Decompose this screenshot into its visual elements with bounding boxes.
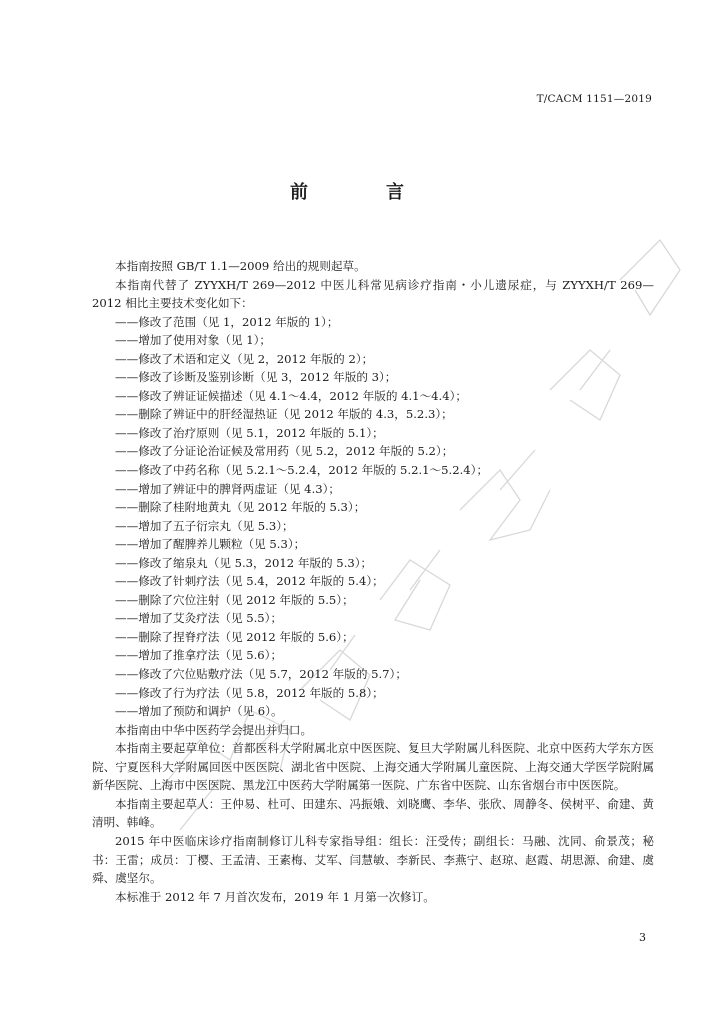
list-item: ——修改了行为疗法（见 5.8，2012 年版的 5.8）；: [115, 685, 384, 700]
list-item: ——删除了桂附地黄丸（见 2012 年版的 5.3）；: [115, 500, 366, 515]
list-item: ——修改了诊断及鉴别诊断（见 3，2012 年版的 3）；: [115, 370, 397, 385]
paragraph-revision-history: 本标准于 2012 年 7 月首次发布，2019 年 1 月第一次修订。: [115, 889, 435, 904]
list-item: ——增加了预防和调护（见 6）。: [115, 704, 283, 719]
paragraph-drafters: 本指南主要起草人：王仲易、杜可、田建东、冯振娥、刘晓鹰、李华、张欣、周静冬、侯树平、俞建、黄清明、韩峰。: [92, 796, 654, 830]
list-item: ——修改了中药名称（见 5.2.1～5.2.4，2012 年版的 5.2.1～5.2.4）；: [115, 463, 489, 478]
paragraph-drafting-units: 本指南主要起草单位：首都医科大学附属北京中医医院、复旦大学附属儿科医院、北京中医药大学东方医院、宁夏医科大学附属回医中医医院、湖北省中医院、上海交通大学附属儿童医院、上海交通大学医学院附属新华医院、上海市中医医院、黑龙江中医药大学附属第一医院、广东省中医院、山东省烟台市中医医院。: [92, 741, 654, 793]
list-item: ——修改了范围（见 1，2012 年版的 1）；: [115, 314, 339, 329]
list-item: ——修改了分证论治证候及常用药（见 5.2，2012 年版的 5.2）；: [115, 444, 454, 459]
list-item: ——删除了穴位注射（见 2012 年版的 5.5）；: [115, 592, 354, 607]
paragraph-drafting-rules: 本指南按照 GB/T 1.1—2009 给出的规则起草。: [115, 259, 366, 273]
list-item: ——增加了辨证中的脾肾两虚证（见 4.3）；: [115, 481, 341, 496]
list-item: ——删除了辨证中的肝经湿热证（见 2012 年版的 4.3，5.2.3）；: [115, 407, 453, 422]
list-item: ——增加了五子衍宗丸（见 5.3）；: [115, 518, 294, 533]
list-item: ——删除了捏脊疗法（见 2012 年版的 5.6）；: [115, 629, 354, 644]
document-body: [92, 257, 654, 906]
list-item: ——修改了辨证证候描述（见 4.1～4.4，2012 年版的 4.1～4.4）；: [115, 388, 467, 403]
paragraph-expert-group: 2015 年中医临床诊疗指南制修订儿科专家指导组：组长：汪受传；副组长：马融、沈同、俞景茂；秘书：王雷；成员：丁樱、王孟清、王素梅、艾军、闫慧敏、李新民、李燕宁、赵琼、赵霞、胡思源、俞建、虞舜、虞坚尔。: [92, 833, 654, 886]
list-item: ——修改了穴位贴敷疗法（见 5.7，2012 年版的 5.7）；: [115, 667, 407, 682]
list-item: ——修改了治疗原则（见 5.1，2012 年版的 5.1）；: [115, 425, 384, 440]
list-item: ——修改了术语和定义（见 2，2012 年版的 2）；: [115, 351, 374, 366]
paragraph-proposer: 本指南由中华中医药学会提出并归口。: [115, 722, 313, 737]
change-list: [92, 313, 654, 721]
list-item: ——增加了艾灸疗法（见 5.5）；: [115, 611, 283, 626]
list-item: ——增加了使用对象（见 1）；: [115, 333, 271, 348]
list-item: ——增加了推拿疗法（见 5.6）；: [115, 648, 283, 663]
list-item: ——修改了针刺疗法（见 5.4，2012 年版的 5.4）；: [115, 574, 384, 589]
page-title: 前 言: [290, 182, 434, 203]
paragraph-replacement-note: 本指南代替了 ZYYXH/T 269—2012 中医儿科常见病诊疗指南・小儿遗尿症，与 ZYYXH/T 269—2012 相比主要技术变化如下：: [92, 277, 654, 311]
list-item: ——增加了醒脾养儿颗粒（见 5.3）；: [115, 537, 306, 552]
list-item: ——修改了缩泉丸（见 5.3，2012 年版的 5.3）；: [115, 555, 373, 570]
standard-code-header: T/CACM 1151—2019: [536, 93, 652, 105]
page-number: 3: [639, 931, 646, 944]
